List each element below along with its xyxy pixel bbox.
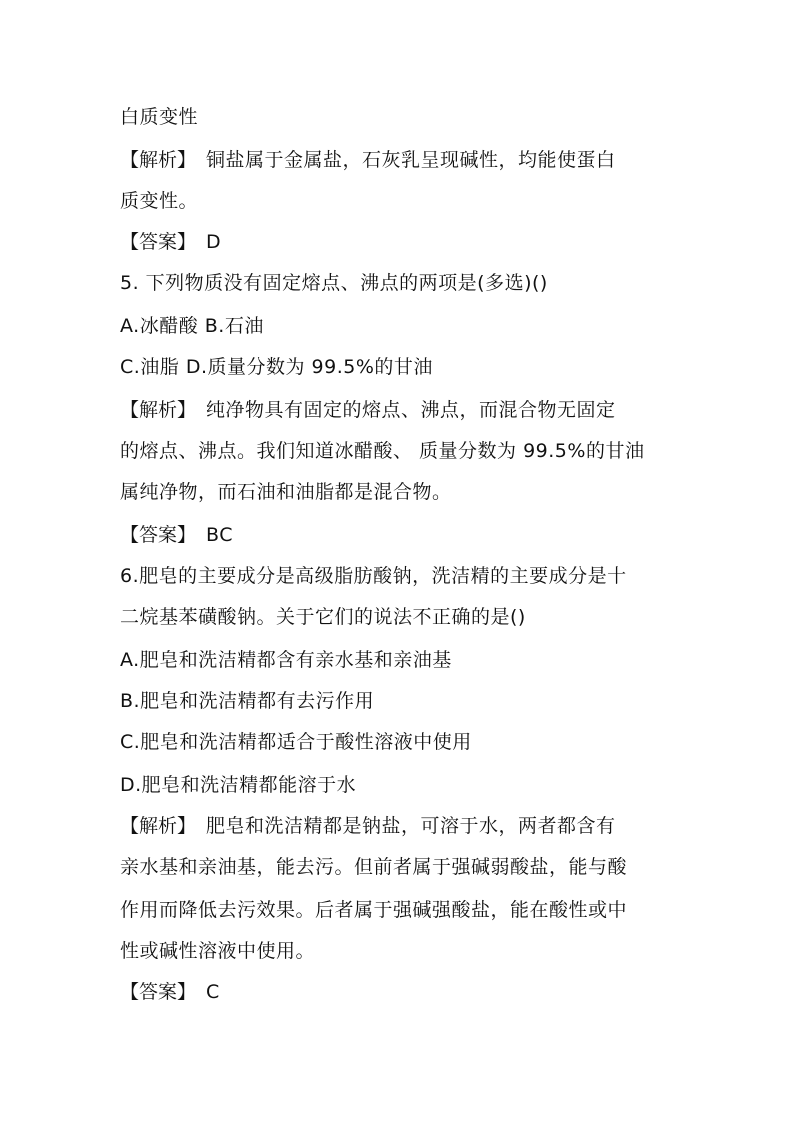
analysis-line: 【解析】 肥皂和洗洁精都是钠盐，可溶于水，两者都含有 — [120, 815, 616, 837]
text-line: 属纯净物，而石油和油脂都是混合物。 — [120, 481, 452, 503]
answer-tag: 【答案】 — [120, 231, 197, 253]
option-line: B.肥皂和洗洁精都有去污作用 — [120, 690, 375, 712]
option-line: C.肥皂和洗洁精都适合于酸性溶液中使用 — [120, 731, 472, 753]
question-5-line: 5. 下列物质没有固定熔点、沸点的两项是(多选)() — [120, 272, 548, 294]
text-line: 二烷基苯磺酸钠。关于它们的说法不正确的是() — [120, 606, 526, 628]
analysis-line: 【解析】 纯净物具有固定的熔点、沸点，而混合物无固定 — [120, 399, 616, 421]
analysis-tag: 【解析】 — [120, 399, 197, 421]
text-line: 亲水基和亲油基，能去污。但前者属于强碱弱酸盐，能与酸 — [120, 856, 628, 878]
text-line: 白质变性 — [120, 106, 199, 128]
analysis-tag: 【解析】 — [120, 149, 197, 171]
answer-line: 【答案】 BC — [120, 524, 233, 546]
option-line: D.肥皂和洗洁精都能溶于水 — [120, 774, 357, 796]
question-6-line: 6.肥皂的主要成分是高级脂肪酸钠，洗洁精的主要成分是十 — [120, 565, 627, 587]
option-line: A.肥皂和洗洁精都含有亲水基和亲油基 — [120, 649, 452, 671]
analysis-tag: 【解析】 — [120, 815, 197, 837]
answer-tag: 【答案】 — [120, 981, 197, 1003]
option-line: C.油脂 D.质量分数为 99.5%的甘油 — [120, 356, 433, 378]
answer-line: 【答案】 C — [120, 981, 220, 1003]
text-line: 质变性。 — [120, 190, 199, 212]
option-line: A.冰醋酸 B.石油 — [120, 315, 264, 337]
answer-tag: 【答案】 — [120, 524, 197, 546]
text-line: 的熔点、沸点。我们知道冰醋酸、 质量分数为 99.5%的甘油 — [120, 440, 645, 462]
text-line: 作用而降低去污效果。后者属于强碱强酸盐，能在酸性或中 — [120, 899, 628, 921]
text-line: 性或碱性溶液中使用。 — [120, 940, 316, 962]
analysis-line: 【解析】 铜盐属于金属盐，石灰乳呈现碱性，均能使蛋白 — [120, 149, 616, 171]
answer-line: 【答案】 D — [120, 231, 222, 253]
